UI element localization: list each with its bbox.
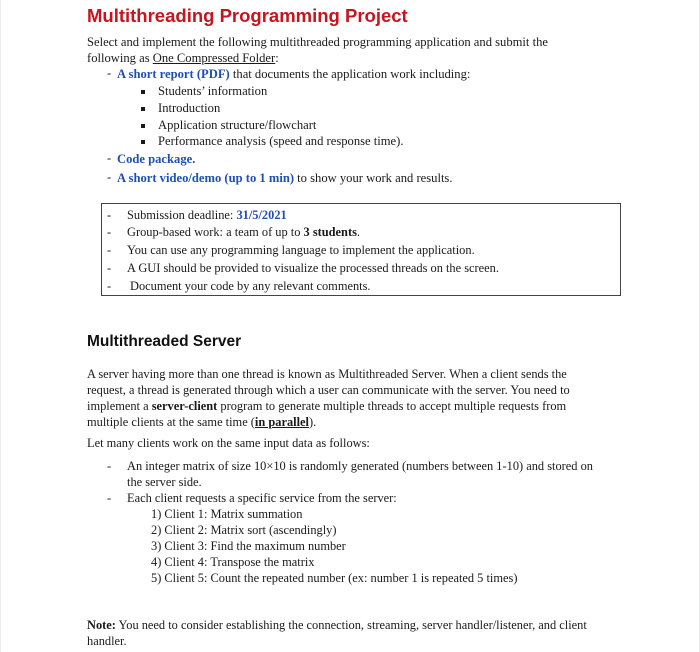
report-deliverable-rest: that documents the application work including: bbox=[229, 67, 471, 81]
client-item: 1) Client 1: Matrix summation bbox=[151, 507, 303, 521]
server-client-term: server-client bbox=[151, 399, 218, 413]
para3-prefix: implement a bbox=[87, 399, 152, 413]
para3-suffix: program to generate multiple threads to accept multiple requests from bbox=[217, 399, 567, 413]
client-item: 4) Client 4: Transpose the matrix bbox=[151, 555, 315, 569]
dash-bullet: - bbox=[107, 243, 112, 257]
report-deliverable bbox=[117, 66, 470, 82]
gui-text: A GUI should be provided to visualize the processed threads on the screen. bbox=[127, 261, 499, 275]
square-bullet bbox=[141, 90, 145, 94]
report-item-performance: Performance analysis (speed and response time). bbox=[158, 134, 404, 148]
deadline-date: 31/5/2021 bbox=[236, 208, 287, 222]
square-bullet bbox=[141, 107, 145, 111]
matrix-line-2: the server side. bbox=[127, 475, 202, 489]
intro-line-2 bbox=[87, 50, 279, 66]
client-item: 2) Client 2: Matrix sort (ascendingly) bbox=[151, 523, 337, 537]
deadline-label: Submission deadline: bbox=[127, 208, 237, 222]
note-label: Note: bbox=[87, 618, 116, 632]
each-client-line: Each client requests a specific service from the server: bbox=[127, 491, 397, 505]
group-suffix: . bbox=[356, 225, 361, 239]
section-heading: Multithreaded Server bbox=[87, 333, 242, 350]
dash-bullet: - bbox=[107, 151, 112, 165]
dash-bullet: - bbox=[107, 279, 112, 293]
code-deliverable: Code package. bbox=[117, 152, 196, 166]
language-text: You can use any programming language to implement the application. bbox=[127, 243, 475, 257]
in-parallel-term: in parallel bbox=[254, 415, 309, 429]
paragraph-line: A server having more than one thread is known as Multithreaded Server. When a client sends the bbox=[87, 367, 567, 381]
note-line-2: handler. bbox=[87, 634, 127, 648]
intro-prefix: following as bbox=[87, 51, 153, 65]
intro-suffix: : bbox=[275, 51, 279, 65]
para4-prefix: multiple clients at the same time ( bbox=[87, 415, 255, 429]
dash-bullet: - bbox=[107, 170, 112, 184]
paragraph-line bbox=[87, 398, 617, 415]
note-line bbox=[87, 617, 587, 633]
dash-bullet: - bbox=[107, 261, 112, 275]
para4-suffix: ). bbox=[308, 415, 317, 429]
page-title: Multithreading Programming Project bbox=[87, 5, 408, 26]
dash-bullet: - bbox=[107, 459, 112, 473]
video-deliverable-bold: A short video/demo (up to 1 min) bbox=[117, 171, 295, 185]
note-text: You need to consider establishing the connection, streaming, server handler/listener, and client bbox=[115, 618, 587, 632]
compressed-folder-text: One Compressed Folder bbox=[152, 51, 276, 65]
group-size: 3 students bbox=[303, 225, 357, 239]
report-item-structure: Application structure/flowchart bbox=[158, 118, 317, 132]
group-prefix: Group-based work: a team of up to bbox=[127, 225, 304, 239]
square-bullet bbox=[141, 140, 145, 144]
dash-bullet: - bbox=[107, 225, 112, 239]
dash-bullet: - bbox=[107, 208, 112, 222]
video-deliverable-rest: to show your work and results. bbox=[294, 171, 453, 185]
report-item-students: Students’ information bbox=[158, 84, 268, 98]
intro-line-1: Select and implement the following multithreaded programming application and submit the bbox=[87, 35, 548, 49]
let-clients-line: Let many clients work on the same input data as follows: bbox=[87, 436, 370, 450]
report-item-introduction: Introduction bbox=[158, 101, 221, 115]
client-item: 5) Client 5: Count the repeated number (ex: number 1 is repeated 5 times) bbox=[151, 571, 518, 585]
requirements-box bbox=[101, 203, 621, 296]
video-deliverable bbox=[117, 170, 453, 186]
comments-text: Document your code by any relevant comments. bbox=[130, 279, 371, 293]
report-deliverable-bold: A short report (PDF) bbox=[117, 67, 230, 81]
matrix-line-1: An integer matrix of size 10×10 is randomly generated (numbers between 1-10) and stored on bbox=[127, 459, 593, 473]
square-bullet bbox=[141, 124, 145, 128]
dash-bullet: - bbox=[107, 66, 112, 80]
paragraph-line bbox=[87, 414, 617, 431]
paragraph-line: request, a thread is generated through which a user can communicate with the server. You need to bbox=[87, 383, 570, 397]
dash-bullet: - bbox=[107, 491, 112, 505]
client-item: 3) Client 3: Find the maximum number bbox=[151, 539, 346, 553]
